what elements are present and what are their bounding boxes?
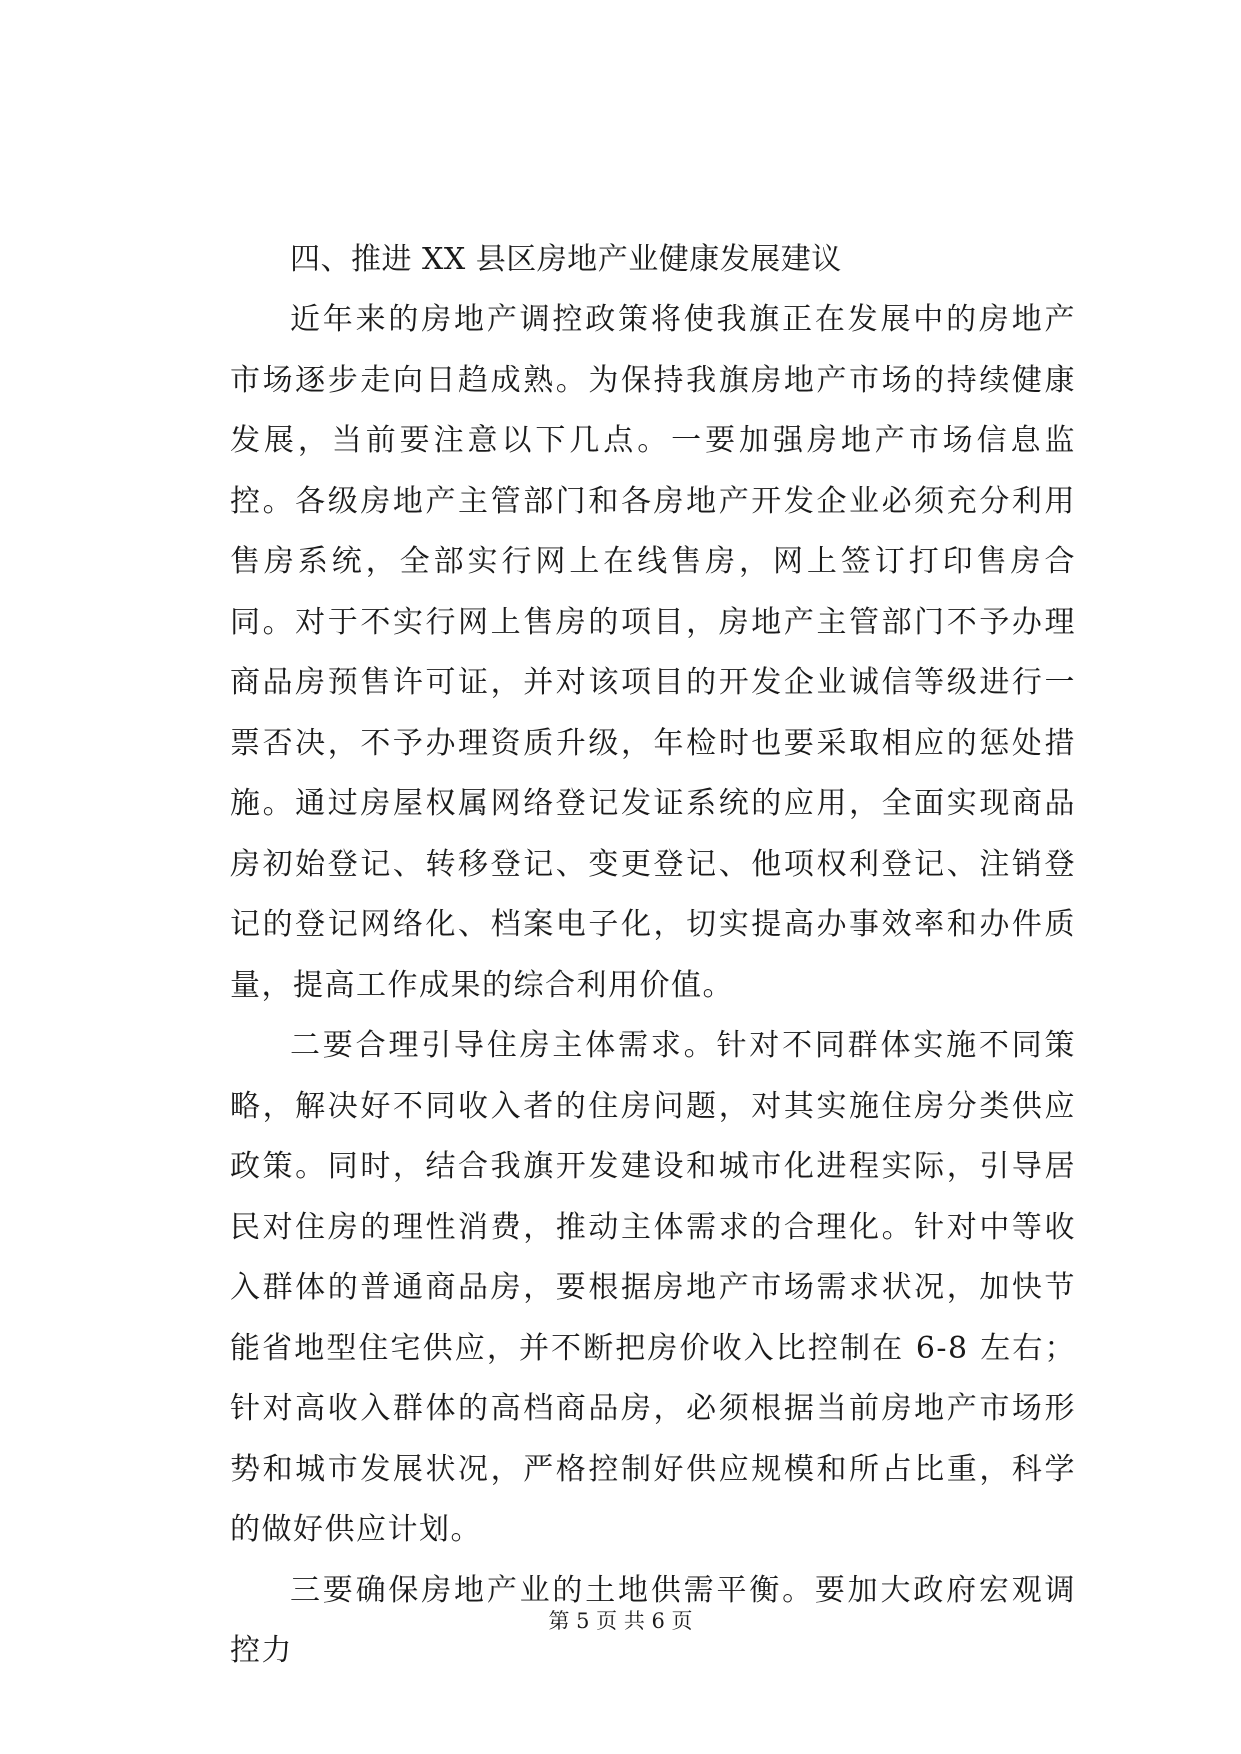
paragraph-1: 近年来的房地产调控政策将使我旗正在发展中的房地产市场逐步走向日趋成熟。为保持我旗房地产市场的持续健康发展，当前要注意以下几点。一要加强房地产市场信息监控。各级房地产主管部门和各房地产开发企业必须充分利用售房系统，全部实行网上在线售房，网上签订打印售房合同。对于不实行网上售房的项目，房地产主管部门不予办理商品房预售许可证，并对该项目的开发企业诚信等级进行一票否决，不予办理资质升级，年检时也要采取相应的惩处措施。通过房屋权属网络登记发证系统的应用，全面实现商品房初始登记、转移登记、变更登记、他项权利登记、注销登记的登记网络化、档案电子化，切实提高办事效率和办件质量，提高工作成果的综合利用价值。	[230, 302, 1076, 1003]
document-body	[230, 230, 1076, 1682]
section-heading: 四、推进 XX 县区房地产业健康发展建议	[290, 242, 842, 277]
paragraph-2: 二要合理引导住房主体需求。针对不同群体实施不同策略，解决好不同收入者的住房问题，对其实施住房分类供应政策。同时，结合我旗开发建设和城市化进程实际，引导居民对住房的理性消费，推动主体需求的合理化。针对中等收入群体的普通商品房，要根据房地产市场需求状况，加快节能省地型住宅供应，并不断把房价收入比控制在 6-8 左右；针对高收入群体的高档商品房，必须根据当前房地产市场形势和城市发展状况，严格控制好供应规模和所占比重，科学的做好供应计划。	[230, 1028, 1076, 1547]
paragraph-3: 三要确保房地产业的土地供需平衡。要加大政府宏观调控力	[230, 1572, 1076, 1668]
page-number-footer: 第 5 页 共 6 页	[548, 1609, 693, 1633]
